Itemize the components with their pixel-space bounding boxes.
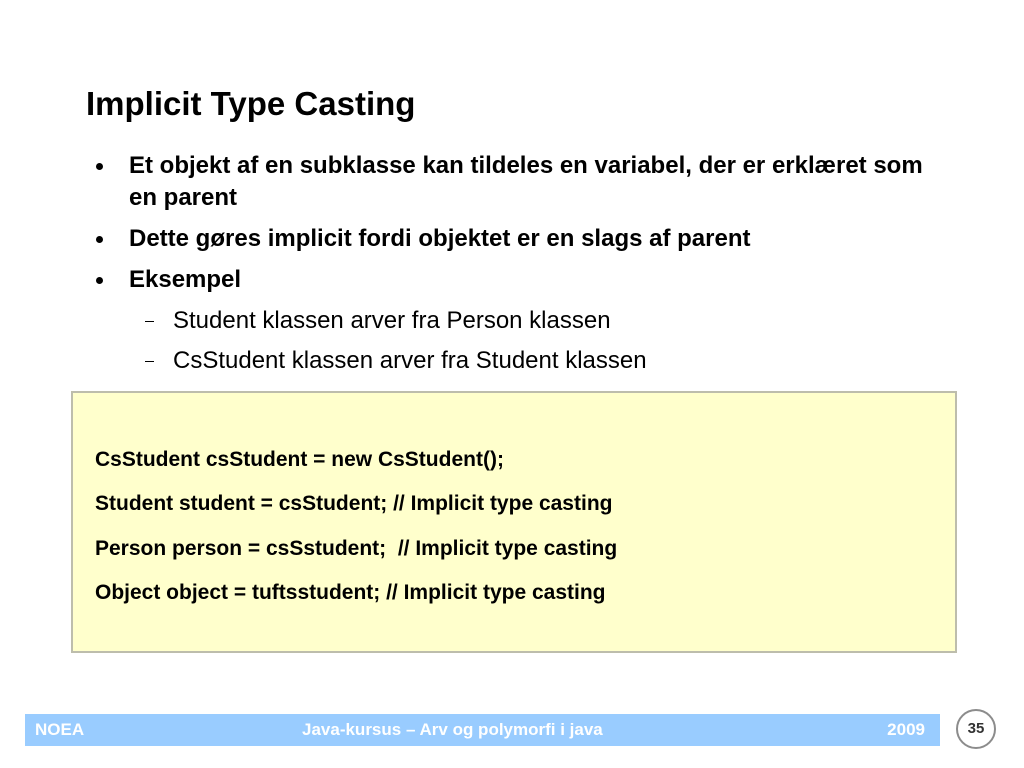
bullet-text: Et objekt af en subklasse kan tildeles en variabel, der er erklæret som en parent: [129, 152, 923, 211]
page-number-badge: 35: [956, 709, 996, 749]
footer-course-title: Java-kursus – Arv og polymorfi i java: [302, 720, 603, 739]
code-line: Object object = tuftsstudent; // Implicit type casting: [95, 581, 606, 604]
subbullet-text: Student klassen arver fra Person klassen: [173, 307, 611, 334]
bullet-item: [96, 223, 926, 255]
footer-year: 2009: [887, 720, 925, 739]
subbullet-item: [96, 345, 926, 377]
footer-organization: NOEA: [35, 720, 85, 739]
dash-icon: [145, 321, 154, 322]
code-example-box: [71, 391, 957, 653]
code-line: Student student = csStudent; // Implicit type casting: [95, 492, 613, 515]
bullet-text: Eksempel: [129, 266, 242, 293]
footer-bar: [25, 714, 940, 746]
code-line: Person person = csSstudent; // Implicit type casting: [95, 537, 618, 560]
subbullet-text: CsStudent klassen arver fra Student klassen: [173, 347, 647, 374]
bullet-list: [96, 150, 926, 385]
bullet-text: Dette gøres implicit fordi objektet er en slags af parent: [129, 225, 751, 252]
subbullet-item: [96, 305, 926, 337]
bullet-item: [96, 264, 926, 296]
bullet-dot-icon: [96, 163, 103, 170]
bullet-dot-icon: [96, 277, 103, 284]
slide-title: Implicit Type Casting: [86, 85, 416, 122]
dash-icon: [145, 361, 154, 362]
code-line: CsStudent csStudent = new CsStudent();: [95, 448, 504, 471]
bullet-dot-icon: [96, 236, 103, 243]
bullet-item: [96, 150, 926, 214]
